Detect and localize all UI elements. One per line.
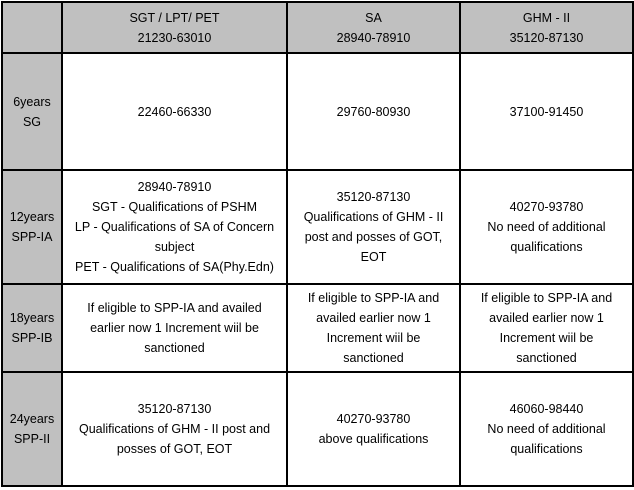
cell-line: 22460-66330 — [137, 104, 212, 119]
cell-line: No need of additional — [487, 422, 606, 436]
table-cell — [287, 372, 460, 486]
cell-line: sanctioned — [516, 351, 577, 365]
cell-line: above qualifications — [318, 432, 429, 446]
table-cell — [460, 53, 633, 170]
cell-line: If eligible to SPP-IA and — [480, 291, 613, 305]
cell-line: If eligible to SPP-IA and availed — [87, 301, 262, 315]
table-cell — [62, 53, 287, 170]
cell-line: EOT — [360, 250, 387, 264]
cell-line: post and posses of GOT, — [304, 230, 443, 244]
cell-line: 29760-80930 — [336, 104, 411, 119]
table-cell — [62, 284, 287, 372]
row-24years-spp-ii — [2, 372, 633, 486]
column-title: SGT / LPT/ PET — [129, 10, 220, 25]
row-code: SPP-IB — [11, 331, 53, 345]
cell-line: Increment wiil be — [499, 331, 594, 345]
row-12years-spp-ia — [2, 170, 633, 284]
cell-line: 37100-91450 — [509, 104, 584, 119]
cell-line: 35120-87130 — [336, 190, 411, 204]
table-cell — [62, 170, 287, 284]
row-years: 6years — [13, 94, 51, 109]
row-code: SPP-II — [13, 432, 51, 446]
table-cell — [62, 372, 287, 486]
column-title: GHM - II — [522, 10, 571, 25]
cell-line: 40270-93780 — [336, 412, 411, 426]
cell-line: availed earlier now 1 — [489, 311, 604, 325]
cell-line: Increment wiil be — [326, 331, 421, 345]
row-6years-sg — [2, 53, 633, 170]
table-cell — [287, 284, 460, 372]
cell-line: 35120-87130 — [137, 402, 212, 416]
cell-line: qualifications — [510, 240, 583, 254]
cell-line: Qualifications of GHM - II post and — [78, 422, 271, 436]
corner-cell — [2, 2, 62, 53]
row-header — [2, 53, 62, 170]
column-header-sa — [287, 2, 460, 53]
header-row — [2, 2, 633, 53]
row-header — [2, 372, 62, 486]
cell-line: availed earlier now 1 — [316, 311, 431, 325]
table-cell — [460, 372, 633, 486]
cell-line: sanctioned — [144, 341, 205, 355]
cell-line: earlier now 1 Increment wiil be — [90, 321, 259, 335]
row-header — [2, 170, 62, 284]
row-years: 12years — [9, 210, 55, 224]
row-years: 18years — [9, 311, 55, 325]
row-code: SPP-IA — [11, 230, 53, 244]
cell-line: Qualifications of GHM - II — [303, 210, 444, 224]
table-cell — [460, 170, 633, 284]
cell-line: SGT - Qualifications of PSHM — [91, 200, 258, 214]
cell-line: subject — [154, 240, 195, 254]
column-range: 35120-87130 — [509, 30, 584, 45]
column-title: SA — [365, 10, 382, 25]
row-header — [2, 284, 62, 372]
pay-scale-table — [1, 1, 634, 487]
column-header-ghm — [460, 2, 633, 53]
table-cell — [460, 284, 633, 372]
cell-line: qualifications — [510, 442, 583, 456]
cell-line: LP - Qualifications of SA of Concern — [74, 220, 275, 234]
column-range: 21230-63010 — [137, 30, 212, 45]
column-range: 28940-78910 — [336, 30, 411, 45]
cell-line: No need of additional — [487, 220, 606, 234]
cell-line: 46060-98440 — [509, 402, 584, 416]
row-code: SG — [22, 114, 42, 129]
table-cell — [287, 53, 460, 170]
cell-line: sanctioned — [343, 351, 404, 365]
row-years: 24years — [9, 412, 55, 426]
cell-line: 40270-93780 — [509, 200, 584, 214]
cell-line: PET - Qualifications of SA(Phy.Edn) — [75, 260, 274, 274]
column-header-sgt — [62, 2, 287, 53]
cell-line: If eligible to SPP-IA and — [307, 291, 440, 305]
table-cell — [287, 170, 460, 284]
cell-line: 28940-78910 — [137, 180, 212, 194]
row-18years-spp-ib — [2, 284, 633, 372]
cell-line: posses of GOT, EOT — [116, 442, 233, 456]
